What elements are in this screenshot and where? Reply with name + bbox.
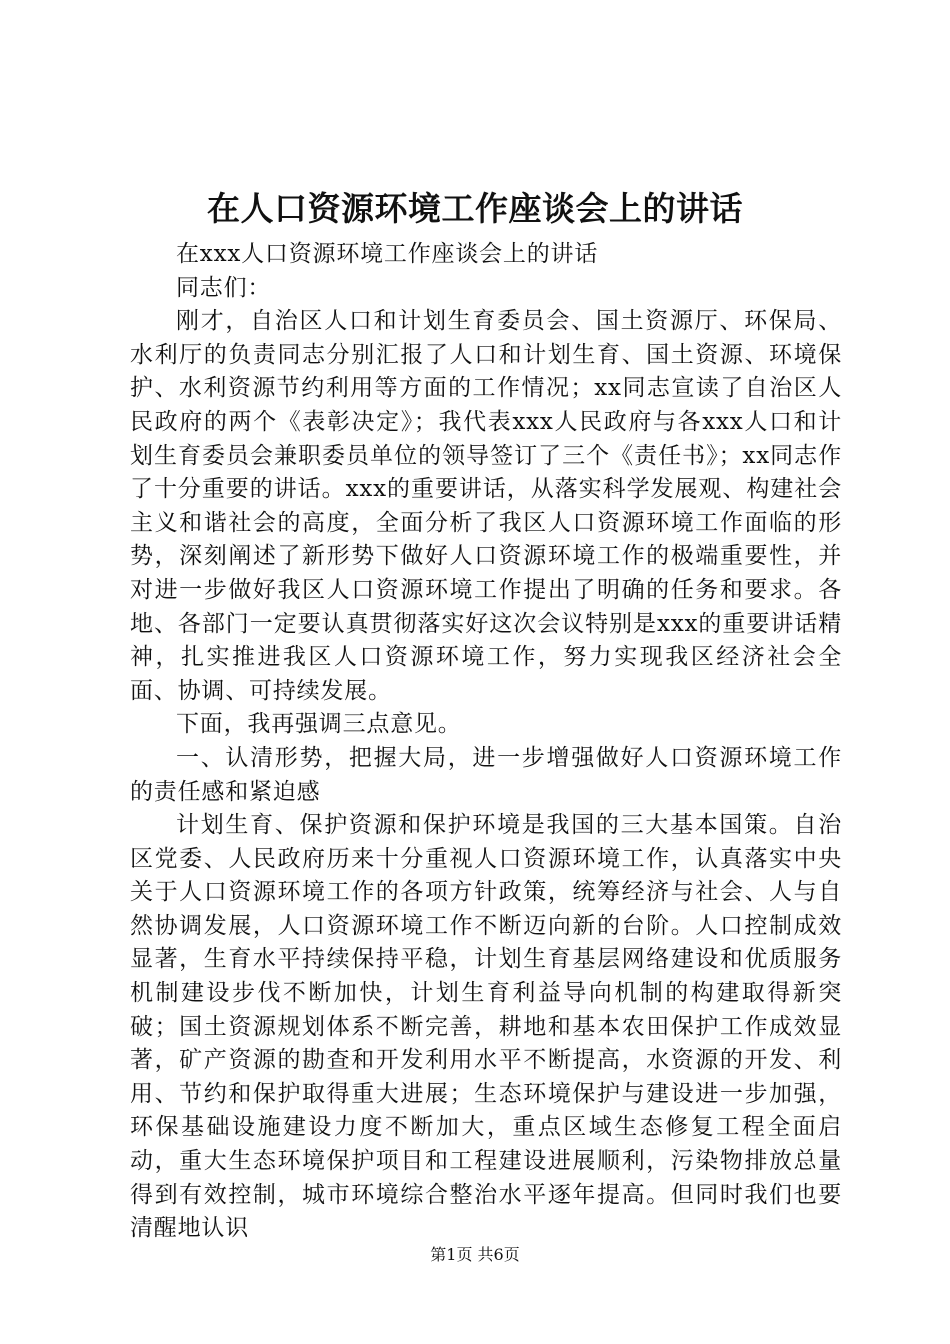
body-paragraph: 计划生育、保护资源和保护环境是我国的三大基本国策。自治区党委、人民政府历来十分重视人口资源环境工作，认真落实中央关于人口资源环境工作的各项方针政策，统筹经济与社会、人与自然协调发展，人口资源环境工作不断迈向新的台阶。人口控制成效显著，生育水平持续保持平稳，计划生育基层网络建设和优质服务机制建设步伐不断加快，计划生育利益导向机制的构建取得新突破；国土资源规划体系不断完善，耕地和基本农田保护工作成效显著，矿产资源的勘查和开发利用水平不断提高，水资源的开发、利用、节约和保护取得重大进展；生态环境保护与建设进一步加强，环保基础设施建设力度不断加大，重点区域生态修复工程全面启动，重大生态环境保护项目和工程建设进展顺利，污染物排放总量得到有效控制，城市环境综合整治水平逐年提高。但同时我们也要清醒地认识 (130, 812, 842, 1242)
salutation-paragraph: 同志们： (176, 274, 272, 301)
document-body (130, 238, 842, 1246)
body-paragraph: 下面，我再强调三点意见。 (176, 711, 462, 738)
body-paragraph: 刚才，自治区人口和计划生育委员会、国土资源厅、环保局、水利厅的负责同志分别汇报了人口和计划生育、国土资源、环境保护、水利资源节约利用等方面的工作情况；xx同志宣读了自治区人民政府的两个《表彰决定》；我代表xxx人民政府与各xxx人口和计划生育委员会兼职委员单位的领导签订了三个《责任书》；xx同志作了十分重要的讲话。xxx的重要讲话，从落实科学发展观、构建社会主义和谐社会的高度，全面分析了我区人口资源环境工作面临的形势，深刻阐述了新形势下做好人口资源环境工作的极端重要性，并对进一步做好我区人口资源环境工作提出了明确的任务和要求。各地、各部门一定要认真贯彻落实好这次会议特别是xxx的重要讲话精神，扎实推进我区人口资源环境工作，努力实现我区经济社会全面、协调、可持续发展。 (130, 308, 842, 704)
section-heading: 一、认清形势，把握大局，进一步增强做好人口资源环境工作的责任感和紧迫感 (130, 744, 842, 805)
page-number-footer: 第1页 共6页 (430, 1245, 520, 1264)
document-title: 在人口资源环境工作座谈会上的讲话 (207, 189, 743, 228)
subtitle-paragraph: 在xxx人口资源环境工作座谈会上的讲话 (176, 241, 599, 267)
